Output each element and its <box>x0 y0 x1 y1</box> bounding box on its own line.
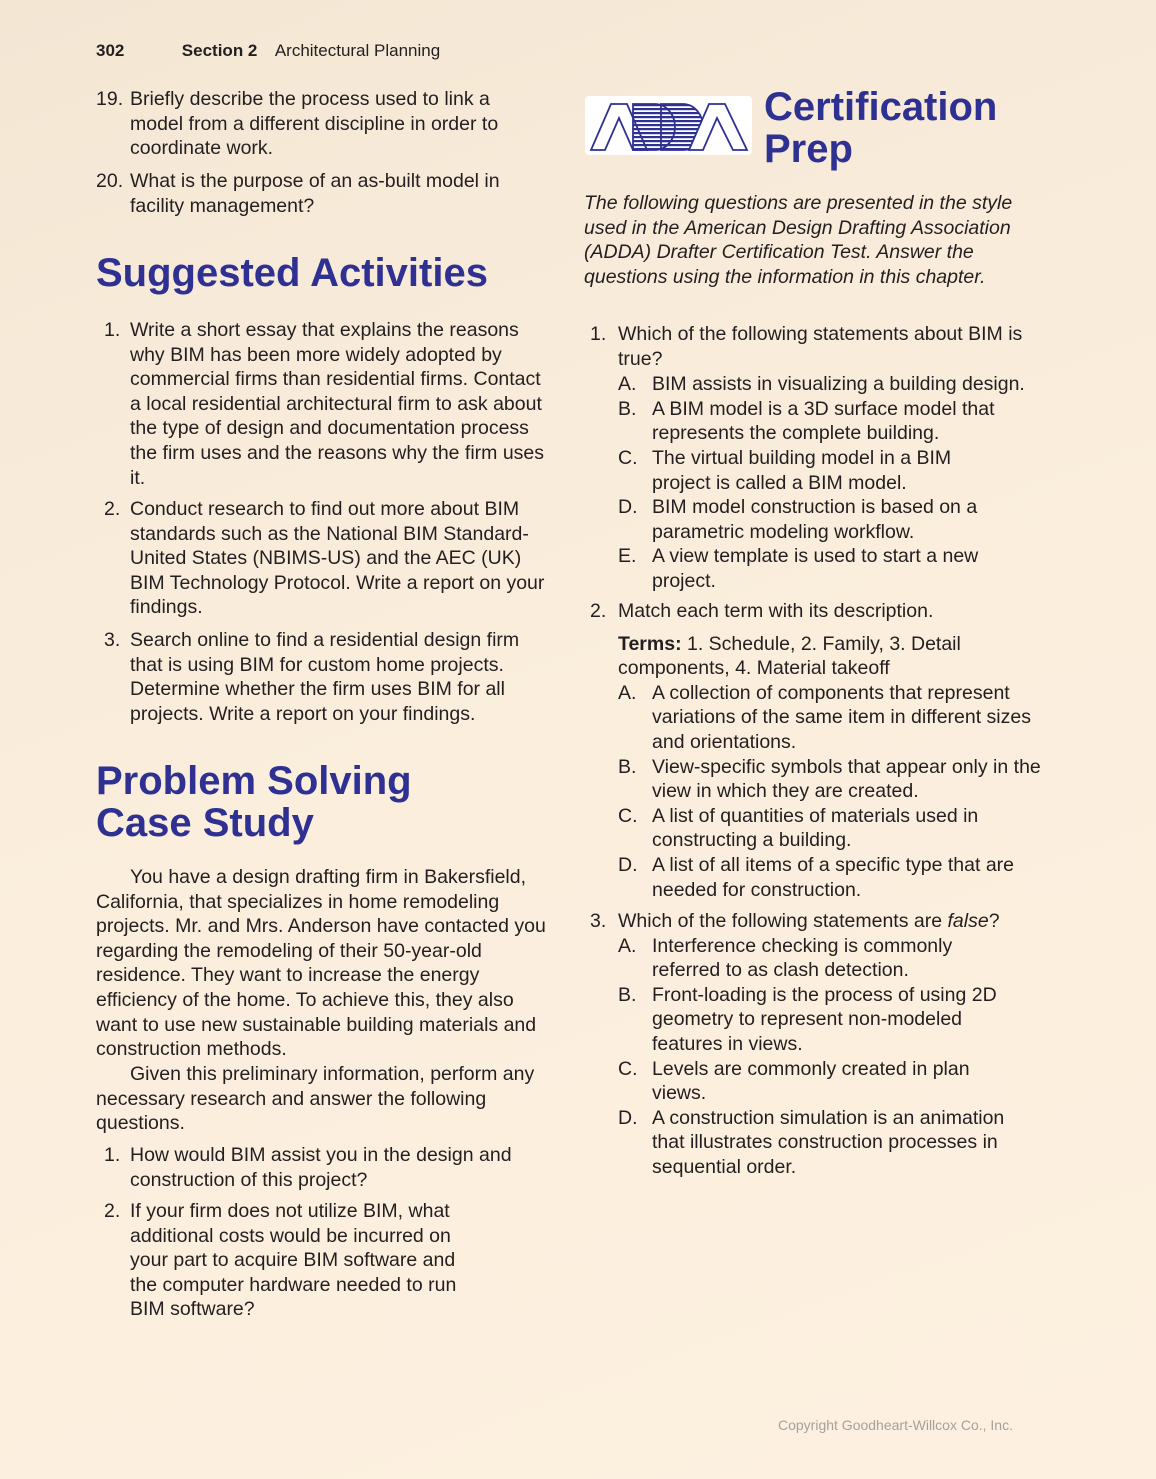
option-letter: B. <box>618 755 637 778</box>
item-text: Match each term with its description. <box>618 600 934 622</box>
item-text: How would BIM assist you in the design and construction of this project? <box>130 1144 512 1191</box>
case-study-paragraph: You have a design drafting firm in Bakersfield, California, that specializes in home remodeling projects. Mr. and Mrs. Anderson have contacted you regarding the remodeling of their 50-year-old residence. They want to increase the energy efficiency of the home. To achieve this, they also want to use new sustainable building materials and construction methods. <box>96 866 546 1061</box>
item-number: 3. <box>590 910 607 932</box>
option-text: A construction simulation is an animation that illustrates construction processes in sequential order. <box>652 1106 1005 1178</box>
item-text: If your firm does not utilize BIM, what additional costs would be incurred on your part to acquire BIM software and the computer hardware needed to run BIM software? <box>130 1200 457 1321</box>
certification-prep-heading <box>764 86 997 170</box>
option-letter: C. <box>618 804 638 827</box>
answer-option <box>584 372 1042 397</box>
answer-option <box>584 755 1044 804</box>
heading-line: Prep <box>764 127 853 171</box>
item-number: 2. <box>104 498 121 520</box>
option-letter: D. <box>618 496 638 519</box>
option-letter: A. <box>618 681 637 704</box>
answer-option <box>584 397 1032 446</box>
answer-option <box>584 853 1024 902</box>
running-header <box>96 38 440 64</box>
option-text: View-specific symbols that appear only in the view in which they are created. <box>652 755 1041 803</box>
item-text: What is the purpose of an as-built model in facility management? <box>130 170 500 217</box>
answer-option <box>584 544 1042 593</box>
activity-item <box>104 497 552 620</box>
answer-option <box>584 934 992 983</box>
answer-option <box>584 446 992 495</box>
case-study-paragraph: Given this preliminary information, perform any necessary research and answer the following questions. <box>96 1063 535 1135</box>
option-text: Levels are commonly created in plan views. <box>652 1057 970 1105</box>
option-letter: D. <box>618 853 638 876</box>
certification-intro: The following questions are presented in the style used in the American Design Drafting Association (ADDA) Drafter Certification Test. Answer the questions using the information in this chapter. <box>584 192 1013 288</box>
option-letter: C. <box>618 1057 638 1080</box>
emphasis: false <box>947 910 989 932</box>
option-text: BIM model construction is based on a parametric modeling workflow. <box>652 496 978 543</box>
terms-line <box>584 632 998 681</box>
question-stem <box>584 599 1044 624</box>
terms-list: 1. Schedule, 2. Family, 3. Detail components, 4. Material takeoff <box>618 632 961 680</box>
case-question <box>104 1199 484 1322</box>
item-number: 1. <box>590 323 607 345</box>
option-letter: D. <box>618 1106 638 1129</box>
item-number: 1. <box>104 1144 121 1166</box>
option-text: A list of all items of a specific type that are needed for construction. <box>652 853 1014 901</box>
option-text: Interference checking is commonly referred to as clash detection. <box>652 934 953 982</box>
answer-option <box>584 1106 1036 1180</box>
item-number: 19. <box>96 88 124 110</box>
item-number: 2. <box>590 600 607 622</box>
option-text: BIM assists in visualizing a building design. <box>652 373 1025 396</box>
option-letter: B. <box>618 397 637 420</box>
cert-question-1 <box>584 322 1044 594</box>
case-study-heading <box>96 760 412 844</box>
option-text: The virtual building model in a BIM project is called a BIM model. <box>652 446 952 494</box>
activity-item <box>104 628 552 726</box>
question-stem <box>584 322 1038 371</box>
option-letter: C. <box>618 446 638 469</box>
answer-option <box>584 804 1012 853</box>
item-text: Search online to find a residential design firm that is using BIM for custom home projects. Determine whether the firm uses BIM for all projects. Write a report on your findings. <box>130 629 520 725</box>
question-stem <box>584 909 1044 934</box>
option-letter: A. <box>618 373 637 396</box>
section-label: Section 2 <box>181 41 258 60</box>
review-question <box>96 87 536 161</box>
item-number: 1. <box>104 319 121 341</box>
suggested-activities-heading: Suggested Activities <box>96 251 488 295</box>
option-text: A view template is used to start a new project. <box>652 545 979 592</box>
option-text: A BIM model is a 3D surface model that represents the complete building. <box>652 397 995 445</box>
activity-item <box>104 318 552 490</box>
option-letter: B. <box>618 983 637 1006</box>
adda-logo <box>585 96 752 155</box>
option-letter: E. <box>618 545 637 568</box>
option-letter: A. <box>618 934 637 957</box>
item-number: 2. <box>104 1200 121 1222</box>
answer-option <box>584 681 1044 755</box>
option-text: A list of quantities of materials used in constructing a building. <box>652 804 979 852</box>
item-text: ? <box>988 910 1000 932</box>
page-number: 302 <box>96 41 125 60</box>
item-text: Which of the following statements about BIM is true? <box>618 323 1023 370</box>
cert-question-2 <box>584 599 1044 902</box>
answer-option <box>584 495 1012 544</box>
heading-line: Problem Solving <box>96 759 412 803</box>
copyright-notice: Copyright Goodheart-Willcox Co., Inc. <box>778 1417 1013 1433</box>
option-text: A collection of components that represent variations of the same item in different sizes and orientations. <box>652 681 1031 753</box>
item-number: 20. <box>96 170 124 192</box>
option-text: Front-loading is the process of using 2D geometry to represent non-modeled features in views. <box>652 983 997 1055</box>
review-question <box>96 169 536 218</box>
chapter-title: Architectural Planning <box>274 41 441 60</box>
item-text: Write a short essay that explains the reasons why BIM has been more widely adopted by commercial firms than residential firms. Contact a local residential architectural firm to ask about the type of design and documentation process the firm uses and the reasons why the firm uses it. <box>130 319 545 489</box>
item-text: Conduct research to find out more about BIM standards such as the National BIM Standard-United States (NBIMS-US) and the AEC (UK) BIM Technology Protocol. Write a report on your findings. <box>130 498 545 619</box>
heading-line: Certification <box>764 85 998 129</box>
adda-logo-icon <box>589 100 749 152</box>
cert-question-3 <box>584 909 1044 1180</box>
answer-option <box>584 983 1028 1057</box>
terms-label: Terms: <box>618 632 682 655</box>
item-text: Briefly describe the process used to link a model from a different discipline in order to coordinate work. <box>130 88 499 160</box>
item-text: Which of the following statements are <box>618 910 948 932</box>
answer-option <box>584 1057 1002 1106</box>
heading-line: Case Study <box>96 801 314 845</box>
item-number: 3. <box>104 629 121 651</box>
case-question <box>104 1143 544 1192</box>
